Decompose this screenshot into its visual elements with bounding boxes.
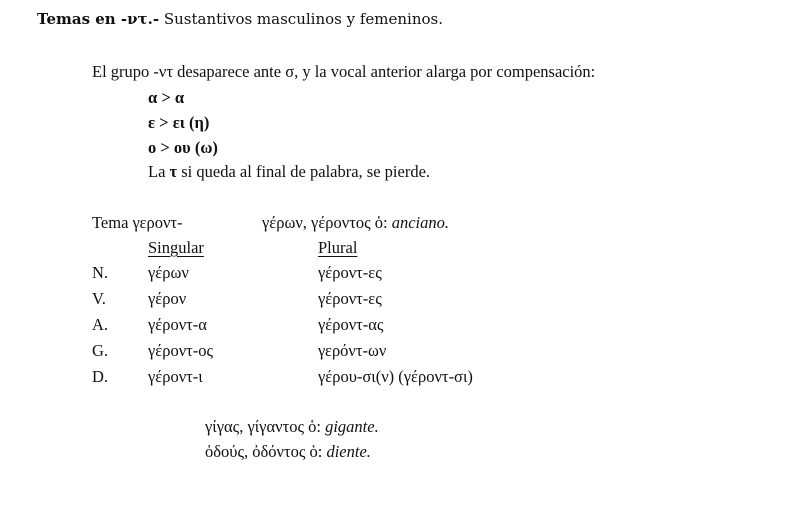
final-rule bbox=[148, 162, 430, 182]
case-label: G. bbox=[92, 341, 109, 360]
example-odous bbox=[205, 442, 371, 462]
tema-label: Tema bbox=[92, 213, 129, 232]
singular-form: γέροντ-ος bbox=[148, 341, 214, 360]
final-rule-prefix: La bbox=[148, 162, 166, 181]
example-lemma: γίγας, γίγαντος ὁ: bbox=[205, 417, 321, 436]
singular-form: γέρον bbox=[148, 289, 187, 308]
singular-form: γέροντ-α bbox=[148, 315, 207, 334]
singular-form: γέροντ-ι bbox=[148, 367, 203, 386]
column-header-singular: Singular bbox=[148, 238, 204, 257]
plural-form: γέροντ-ες bbox=[318, 263, 382, 282]
case-label: A. bbox=[92, 315, 109, 334]
singular-form: γέρων bbox=[148, 263, 189, 282]
page-heading bbox=[37, 10, 443, 28]
case-label: N. bbox=[92, 263, 109, 282]
plural-form: γερόντ-ων bbox=[318, 341, 387, 360]
case-label: V. bbox=[92, 289, 106, 308]
rule-omicron: ο > ου (ω) bbox=[148, 138, 218, 157]
heading-rest: Sustantivos masculinos y femeninos. bbox=[163, 10, 444, 28]
final-rule-suffix: si queda al final de palabra, se pierde. bbox=[181, 162, 431, 181]
tema-stem: γεροντ- bbox=[132, 213, 183, 232]
lemma-text: γέρων, γέροντος ὁ: bbox=[262, 213, 388, 232]
example-gloss: gigante. bbox=[325, 417, 379, 436]
final-rule-symbol: τ bbox=[169, 162, 178, 181]
heading-bold: Temas en -ντ.- bbox=[37, 10, 160, 28]
example-lemma: ὀδούς, ὀδόντος ὁ: bbox=[205, 442, 323, 461]
rule-alpha: α > α bbox=[148, 88, 185, 107]
rule-epsilon: ε > ει (η) bbox=[148, 113, 210, 132]
lemma-gloss: anciano. bbox=[391, 213, 449, 232]
plural-form: γέρου-σι(ν) (γέροντ-σι) bbox=[318, 367, 473, 386]
tema-line bbox=[92, 213, 183, 233]
plural-form: γέροντ-ας bbox=[318, 315, 384, 334]
column-header-plural: Plural bbox=[318, 238, 358, 257]
intro-text: El grupo -ντ desaparece ante σ, y la vocal anterior alarga por compensación: bbox=[92, 62, 596, 81]
lemma-line bbox=[262, 213, 449, 233]
plural-form: γέροντ-ες bbox=[318, 289, 382, 308]
example-gloss: diente. bbox=[326, 442, 371, 461]
example-gigas bbox=[205, 417, 379, 437]
case-label: D. bbox=[92, 367, 109, 386]
